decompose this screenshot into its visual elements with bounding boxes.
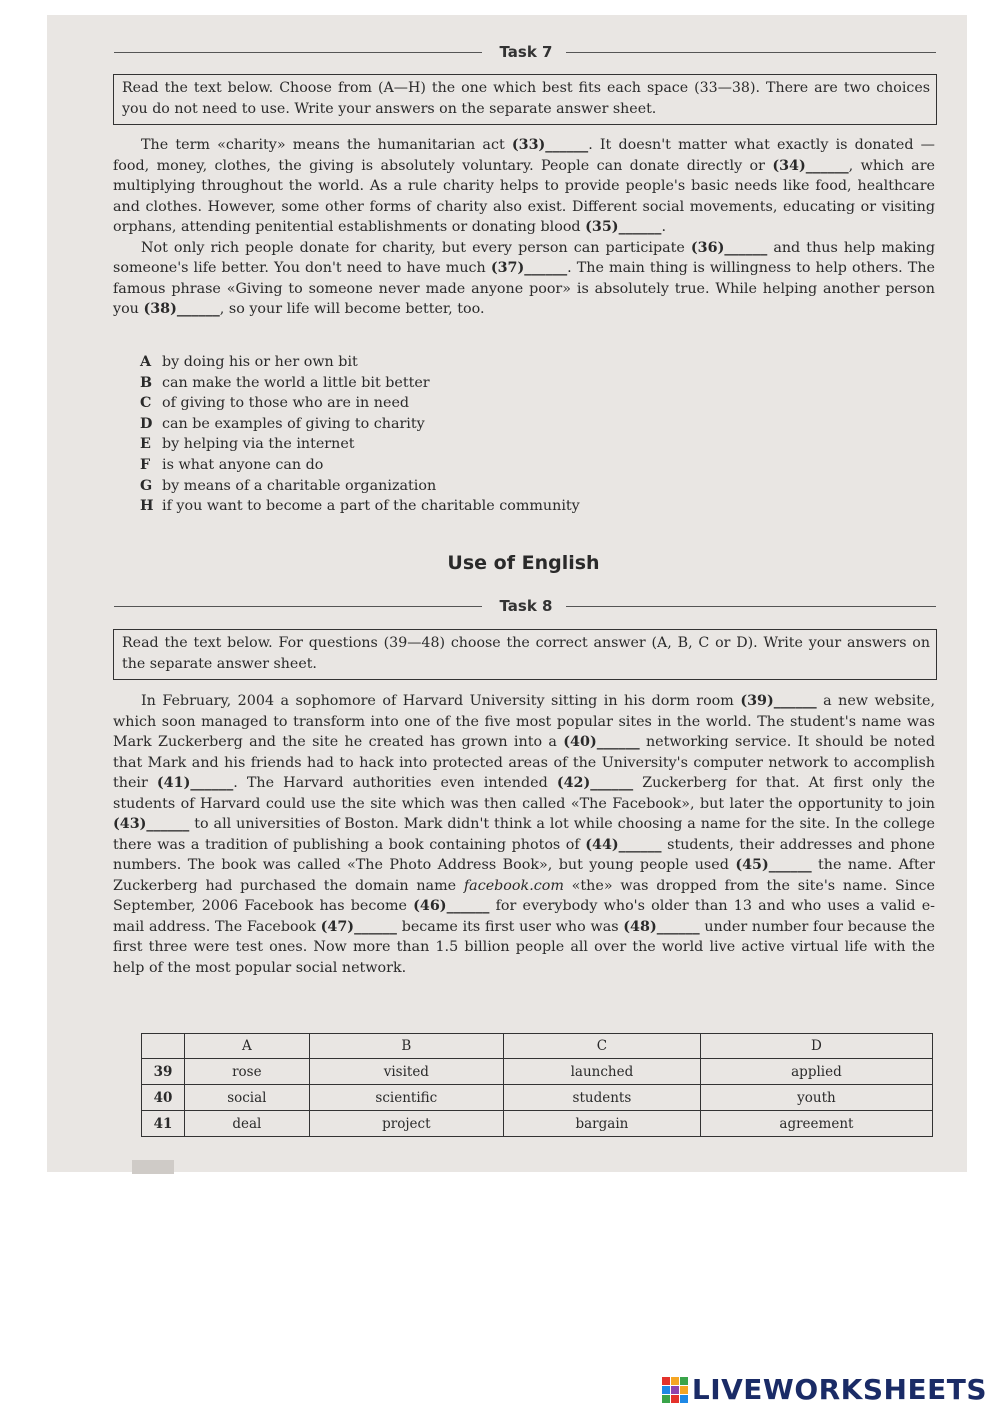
answer-option[interactable]: social bbox=[185, 1085, 310, 1111]
logo-grid-icon bbox=[662, 1377, 688, 1403]
logo-square bbox=[680, 1377, 688, 1385]
rule-right bbox=[566, 606, 936, 607]
option-f bbox=[140, 455, 740, 476]
option-d bbox=[140, 414, 740, 435]
gap-42[interactable]: (42)______ bbox=[556, 775, 634, 791]
table-row bbox=[142, 1059, 933, 1085]
text-run: became its first user who was bbox=[396, 918, 624, 935]
answer-option[interactable]: applied bbox=[700, 1059, 932, 1085]
logo-square bbox=[662, 1386, 670, 1394]
rule-right bbox=[566, 52, 936, 53]
domain-name: facebook.com bbox=[463, 877, 564, 894]
logo-square bbox=[680, 1386, 688, 1394]
logo-square bbox=[662, 1395, 670, 1403]
option-text: of giving to those who are in need bbox=[162, 395, 410, 412]
text-run: The term «charity» means the humanitarian act bbox=[141, 137, 512, 153]
question-number: 40 bbox=[142, 1085, 185, 1111]
text-run: to all universities of Boston. Mark didn't think a lot while choosing a name for the site. In the college there was a tradition of publishing a book containing photos of bbox=[113, 816, 935, 853]
answer-option[interactable]: rose bbox=[185, 1059, 310, 1085]
gap-43[interactable]: (43)______ bbox=[113, 816, 190, 832]
gap-34[interactable]: (34)______ bbox=[772, 157, 849, 174]
text-run: students, their addresses and phone numbers. The book was called «The Photo Address Book», but young people used bbox=[113, 836, 935, 873]
task7-paragraph-2 bbox=[113, 238, 935, 320]
gap-47[interactable]: (47)______ bbox=[320, 918, 397, 935]
option-h bbox=[140, 496, 740, 517]
option-letter: B bbox=[140, 374, 153, 391]
option-letter: H bbox=[140, 498, 154, 515]
option-letter: D bbox=[140, 415, 153, 432]
question-number: 41 bbox=[142, 1111, 185, 1137]
task7-label: Task 7 bbox=[499, 43, 553, 61]
option-text: by means of a charitable organization bbox=[162, 477, 437, 494]
text-run: . The Harvard authorities even intended bbox=[233, 775, 557, 791]
gap-36[interactable]: (36)______ bbox=[690, 239, 768, 256]
table-header bbox=[142, 1034, 185, 1059]
answer-option[interactable]: project bbox=[309, 1111, 503, 1137]
option-letter: C bbox=[140, 395, 152, 412]
section-title: Use of English bbox=[447, 552, 600, 574]
gap-48[interactable]: (48)______ bbox=[623, 918, 700, 935]
option-text: by doing his or her own bit bbox=[162, 354, 358, 370]
table-header: C bbox=[503, 1034, 700, 1059]
brand-text: LIVEWORKSHEETS bbox=[691, 1373, 987, 1406]
logo-square bbox=[680, 1395, 688, 1403]
logo-square bbox=[671, 1377, 679, 1385]
answer-table bbox=[141, 1033, 933, 1137]
task8-label: Task 8 bbox=[499, 597, 553, 615]
gap-37[interactable]: (37)______ bbox=[490, 260, 568, 276]
option-g bbox=[140, 476, 740, 497]
answer-option[interactable]: students bbox=[503, 1085, 700, 1111]
option-a bbox=[140, 352, 740, 373]
gap-44[interactable]: (44)______ bbox=[585, 836, 662, 853]
text-run: In February, 2004 a sophomore of Harvard University sitting in his dorm room bbox=[141, 693, 741, 709]
task7-paragraph-1 bbox=[113, 135, 935, 238]
task8-header bbox=[114, 596, 936, 616]
rule-left bbox=[114, 52, 482, 53]
text-run: networking service. It should be noted that Mark and his friends had to hack into protected areas of the University's computer network to accomplish their bbox=[113, 734, 935, 791]
gap-39[interactable]: (39)______ bbox=[740, 693, 817, 709]
text-run: «the» was dropped from the site's name. Since September, 2006 Facebook has become bbox=[113, 877, 935, 914]
text-run: for everybody who's older than 13 and who uses a valid e-mail address. The Facebook bbox=[113, 898, 936, 935]
table-row bbox=[142, 1111, 933, 1137]
text-run: . It doesn't matter what exactly is donated — food, money, clothes, the giving is absolutely voluntary. People can donate directly or bbox=[113, 137, 935, 174]
table-header: D bbox=[700, 1034, 932, 1059]
answer-option[interactable]: visited bbox=[309, 1059, 503, 1085]
option-letter: G bbox=[140, 477, 153, 494]
answer-option[interactable]: launched bbox=[503, 1059, 700, 1085]
task7-header bbox=[114, 42, 936, 62]
option-b bbox=[140, 373, 740, 394]
option-letter: F bbox=[140, 456, 151, 473]
table-row bbox=[142, 1085, 933, 1111]
text-run: . The main thing is willingness to help others. The famous phrase «Giving to someone never made anyone poor» is absolutely true. While helping another person you bbox=[113, 260, 935, 317]
answer-option[interactable]: agreement bbox=[700, 1111, 932, 1137]
text-run: and thus help making someone's life better. You don't need to have much bbox=[113, 239, 935, 276]
gap-45[interactable]: (45)______ bbox=[735, 857, 812, 873]
task8-instructions: Read the text below. For questions (39—48) choose the correct answer (A, B, C or D). Write your answers on the separate answer sheet. bbox=[113, 629, 937, 680]
text-run: the name. After Zuckerberg had purchased the domain name bbox=[113, 857, 936, 894]
task7-options bbox=[140, 352, 740, 517]
text-run: under number four because the first three were test ones. Now more than 1.5 billion people all over the world live active virtual life with the help of the most popular social network. bbox=[113, 918, 936, 976]
option-letter: A bbox=[140, 354, 152, 370]
task8-paragraph bbox=[113, 691, 935, 978]
option-text: if you want to become a part of the charitable community bbox=[162, 498, 580, 515]
answer-option[interactable]: scientific bbox=[309, 1085, 503, 1111]
gap-41[interactable]: (41)______ bbox=[156, 775, 234, 791]
answer-option[interactable]: youth bbox=[700, 1085, 932, 1111]
task8-text bbox=[113, 691, 935, 978]
gap-40[interactable]: (40)______ bbox=[563, 734, 640, 750]
page-corner-mark bbox=[132, 1160, 174, 1174]
text-run: , which are multiplying throughout the world. As a rule charity helps to provide people's basic needs like food, healthcare and clothes. However, some other forms of charity also exist. Different social movements, educating or visiting orphans, attending penitential establishments or donating blood bbox=[113, 157, 935, 235]
text-run: . bbox=[661, 219, 667, 235]
rule-left bbox=[114, 606, 482, 607]
option-c bbox=[140, 393, 740, 414]
answer-option[interactable]: bargain bbox=[503, 1111, 700, 1137]
task7-instructions: Read the text below. Choose from (A—H) the one which best fits each space (33—38). There are two choices you do not need to use. Write your answers on the separate answer sheet. bbox=[113, 74, 937, 125]
gap-33[interactable]: (33)______ bbox=[511, 137, 589, 153]
text-run: , so your life will become better, too. bbox=[219, 301, 485, 317]
gap-38[interactable]: (38)______ bbox=[143, 301, 220, 317]
table-header: A bbox=[185, 1034, 310, 1059]
option-text: can make the world a little bit better bbox=[162, 374, 430, 391]
text-run: Not only rich people donate for charity, but every person can participate bbox=[141, 239, 691, 256]
option-e bbox=[140, 434, 740, 455]
text-run: Zuckerberg for that. At first only the students of Harvard could use the site which was then called «The Facebook», but later the opportunity to join bbox=[113, 775, 935, 812]
liveworksheets-logo[interactable] bbox=[662, 1373, 987, 1406]
option-text: can be examples of giving to charity bbox=[162, 415, 425, 432]
question-number: 39 bbox=[142, 1059, 185, 1085]
task7-text bbox=[113, 135, 935, 320]
table-header-row bbox=[142, 1034, 933, 1059]
option-text: is what anyone can do bbox=[162, 456, 324, 473]
answer-option[interactable]: deal bbox=[185, 1111, 310, 1137]
logo-square bbox=[662, 1377, 670, 1385]
gap-46[interactable]: (46)______ bbox=[413, 898, 490, 914]
table-header: B bbox=[309, 1034, 503, 1059]
option-letter: E bbox=[140, 436, 151, 453]
gap-35[interactable]: (35)______ bbox=[585, 219, 662, 235]
option-text: by helping via the internet bbox=[162, 436, 355, 453]
logo-square bbox=[671, 1386, 679, 1394]
text-run: a new website, which soon managed to transform into one of the five most popular sites in the world. The student's name was Mark Zuckerberg and the site he created has grown into a bbox=[113, 693, 935, 750]
logo-square bbox=[671, 1395, 679, 1403]
